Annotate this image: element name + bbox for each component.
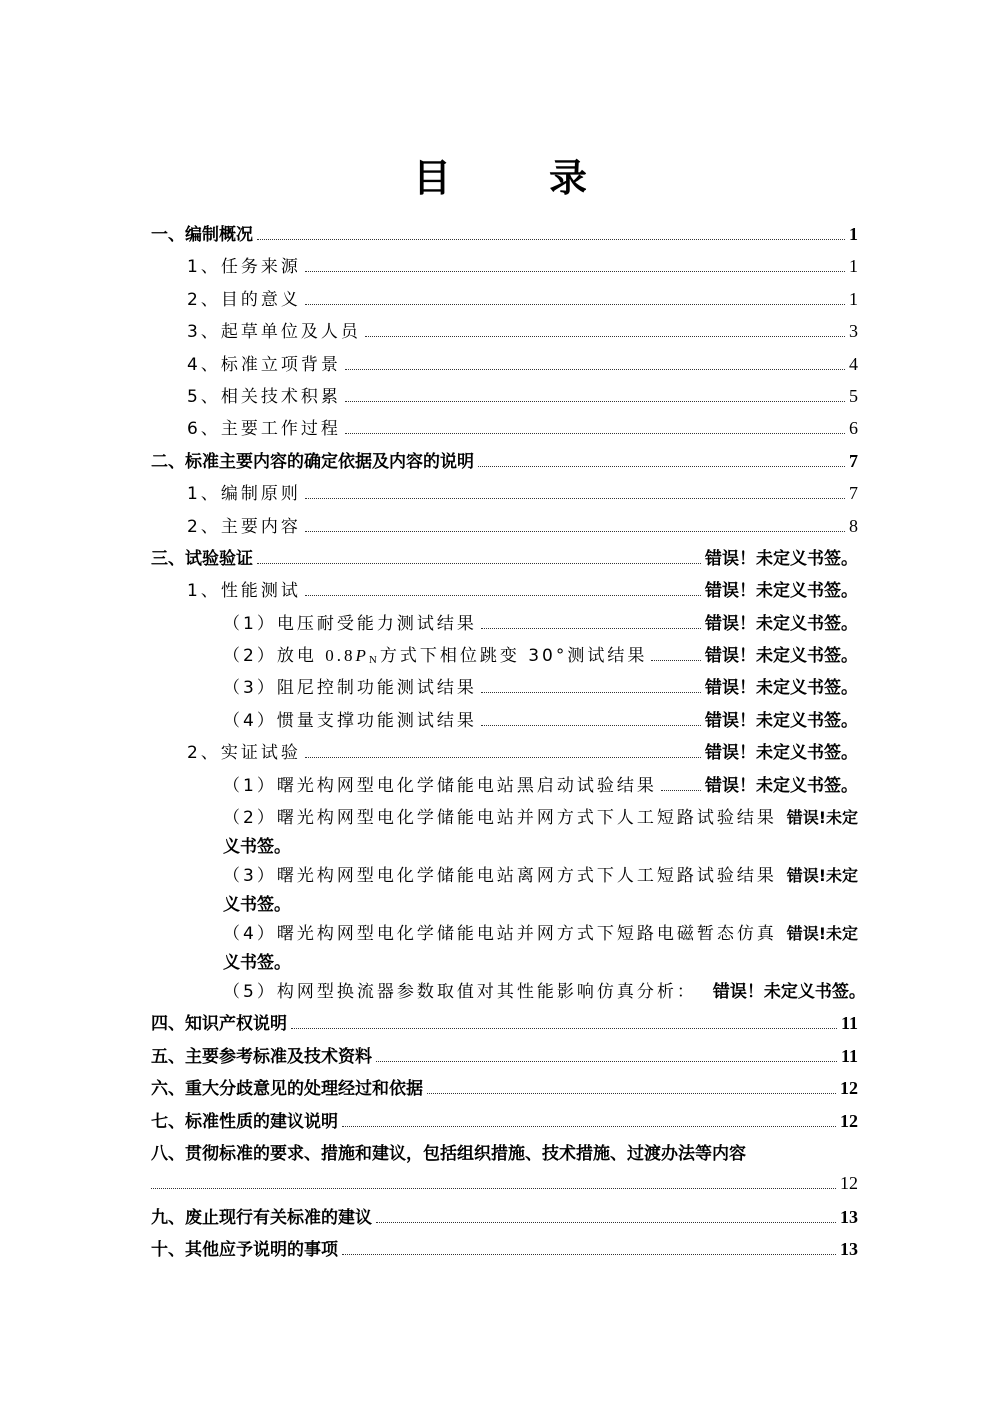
toc-entry-2[interactable] xyxy=(151,447,858,479)
toc-entry-label: 2、主要内容 xyxy=(187,516,301,537)
bookmark-error-text: 错误！未定义书签。 xyxy=(705,775,858,796)
leader-dots xyxy=(342,1126,836,1127)
toc-page-number: 6 xyxy=(849,418,858,439)
toc-entry-3-1-3[interactable] xyxy=(151,673,858,705)
toc-title: 目 录 xyxy=(412,156,617,200)
leader-dots xyxy=(651,660,701,661)
bookmark-error-text: 错误!未定 xyxy=(786,808,858,828)
leader-dots xyxy=(376,1222,836,1223)
leader-dots xyxy=(345,401,845,402)
toc-entry-3-1-1[interactable] xyxy=(151,609,858,641)
bookmark-error-text: 错误！未定义书签。 xyxy=(712,982,866,1003)
leader-dots xyxy=(305,595,701,596)
toc-entry-9[interactable] xyxy=(151,1203,858,1235)
bookmark-error-text: 错误！未定义书签。 xyxy=(705,646,858,667)
toc-page-number: 13 xyxy=(840,1206,858,1227)
toc-entry-label: （4）惯量支撑功能测试结果 xyxy=(223,710,477,731)
leader-dots xyxy=(257,563,701,564)
toc-entry-label: （3）阻尼控制功能测试结果 xyxy=(223,678,477,699)
toc-entry-label: 四、知识产权说明 xyxy=(151,1014,287,1035)
toc-page-number: 12 xyxy=(840,1172,858,1193)
toc-page-number: 12 xyxy=(840,1078,858,1099)
toc-entry-label: （3）曙光构网型电化学储能电站离网方式下人工短路试验结果 xyxy=(223,866,777,887)
toc-page-number: 8 xyxy=(849,515,858,536)
leader-dots xyxy=(151,1188,836,1189)
toc-page-number: 1 xyxy=(849,256,858,277)
toc-entry-2-1[interactable] xyxy=(151,479,858,511)
toc-entry-label: 三、试验验证 xyxy=(151,548,253,569)
toc-entry-8[interactable] xyxy=(151,1139,858,1203)
leader-dots xyxy=(305,531,845,532)
leader-dots xyxy=(481,725,701,726)
label-subscript: N xyxy=(368,654,380,667)
toc-page-number: 5 xyxy=(849,385,858,406)
bookmark-error-text: 错误！未定义书签。 xyxy=(705,581,858,602)
toc-entry-label: 七、标准性质的建议说明 xyxy=(151,1111,338,1132)
toc-page-number: 7 xyxy=(849,483,858,504)
bookmark-error-text: 错误!未定 xyxy=(786,866,858,886)
toc-entry-7[interactable] xyxy=(151,1107,858,1139)
toc-entry-1-3[interactable] xyxy=(151,317,858,349)
toc-entry-label: 2、目的意义 xyxy=(187,289,301,310)
toc-entry-3-2-1[interactable] xyxy=(151,771,858,803)
leader-dots xyxy=(345,369,845,370)
toc-entry-label: 1、性能测试 xyxy=(187,581,301,602)
bookmark-error-text-continued: 义书签。 xyxy=(223,895,291,916)
toc-entry-label: （1）曙光构网型电化学储能电站黑启动试验结果 xyxy=(223,775,657,796)
toc-entry-3-2-4[interactable] xyxy=(151,919,858,977)
leader-dots xyxy=(481,628,701,629)
toc-entry-label: 六、重大分歧意见的处理经过和依据 xyxy=(151,1079,423,1100)
toc-entry-10[interactable] xyxy=(151,1235,858,1267)
bookmark-error-text: 错误！未定义书签。 xyxy=(705,678,858,699)
toc-entry-label: 五、主要参考标准及技术资料 xyxy=(151,1046,372,1067)
toc-entry-4[interactable] xyxy=(151,1009,858,1041)
leader-dots xyxy=(305,757,701,758)
bookmark-error-text: 错误！未定义书签。 xyxy=(705,743,858,764)
toc-entry-label: （2）曙光构网型电化学储能电站并网方式下人工短路试验结果 xyxy=(223,808,777,829)
toc-page-number: 11 xyxy=(840,1013,858,1034)
toc-page-number: 1 xyxy=(849,224,858,244)
toc-entry-label xyxy=(223,641,647,666)
bookmark-error-text: 错误！未定义书签。 xyxy=(705,710,858,731)
toc-entry-label: 二、标准主要内容的确定依据及内容的说明 xyxy=(151,451,474,472)
toc-page-number: 3 xyxy=(849,321,858,342)
toc-entry-label: （1）电压耐受能力测试结果 xyxy=(223,613,477,634)
bookmark-error-text: 错误!未定 xyxy=(786,924,858,944)
toc-entry-label: 4、标准立项背景 xyxy=(187,354,341,375)
toc-entry-3-1-4[interactable] xyxy=(151,706,858,738)
label-variable: P xyxy=(355,646,369,666)
toc-entry-3[interactable] xyxy=(151,544,858,576)
toc-entry-3-1[interactable] xyxy=(151,576,858,608)
bookmark-error-text: 错误！未定义书签。 xyxy=(705,613,858,634)
leader-dots xyxy=(305,304,845,305)
label-number: 0.8 xyxy=(325,646,356,666)
toc-entry-3-2-2[interactable] xyxy=(151,803,858,861)
leader-dots xyxy=(291,1028,837,1029)
toc-entry-1-5[interactable] xyxy=(151,382,858,414)
toc-page-number: 4 xyxy=(849,353,858,374)
toc-entry-label: （4）曙光构网型电化学储能电站并网方式下短路电磁暂态仿真 xyxy=(223,924,777,945)
leader-dots xyxy=(427,1093,836,1094)
toc-entry-label: 2、实证试验 xyxy=(187,743,301,764)
toc-entry-label: 6、主要工作过程 xyxy=(187,419,341,440)
toc-entry-3-1-2[interactable] xyxy=(151,641,858,673)
label-suffix: 方式下相位跳变 30°测试结果 xyxy=(379,646,648,667)
leader-dots xyxy=(342,1254,836,1255)
toc-entry-label: 九、废止现行有关标准的建议 xyxy=(151,1207,372,1228)
leader-dots xyxy=(478,466,845,467)
toc-page-number: 1 xyxy=(849,288,858,309)
toc-entry-label: 一、编制概况 xyxy=(151,225,253,245)
leader-dots xyxy=(376,1061,837,1062)
toc-entry-label: 5、相关技术积累 xyxy=(187,386,341,407)
toc-page-number: 11 xyxy=(840,1045,858,1066)
toc-entry-6[interactable] xyxy=(151,1074,858,1106)
toc-entry-3-2-3[interactable] xyxy=(151,861,858,919)
toc-entry-label: 八、贯彻标准的要求、措施和建议，包括组织措施、技术措施、过渡办法等内容 xyxy=(151,1143,746,1164)
leader-dots xyxy=(481,692,701,693)
toc-entry-3-2[interactable] xyxy=(151,738,858,770)
bookmark-error-text-continued: 义书签。 xyxy=(223,837,291,858)
toc-page-number: 12 xyxy=(840,1110,858,1131)
leader-dots xyxy=(661,790,701,791)
toc-entry-label: 1、任务来源 xyxy=(187,257,301,278)
bookmark-error-text-continued: 义书签。 xyxy=(223,953,291,974)
leader-dots xyxy=(365,336,845,337)
toc-entry-2-2[interactable] xyxy=(151,512,858,544)
toc-page-number: 13 xyxy=(840,1239,858,1260)
toc-entry-1-4[interactable] xyxy=(151,350,858,382)
toc-entry-5[interactable] xyxy=(151,1042,858,1074)
table-of-contents xyxy=(151,220,866,1268)
leader-dots xyxy=(305,271,845,272)
toc-entry-label: （5）构网型换流器参数取值对其性能影响仿真分析： xyxy=(223,982,697,1003)
toc-entry-label: 1、编制原则 xyxy=(187,484,301,505)
toc-entry-label: 十、其他应予说明的事项 xyxy=(151,1240,338,1261)
toc-entry-3-2-5[interactable] xyxy=(151,977,866,1009)
leader-dots xyxy=(345,433,845,434)
leader-dots xyxy=(257,239,845,240)
toc-page-number: 7 xyxy=(849,450,858,471)
toc-entry-1-1[interactable] xyxy=(151,252,858,284)
bookmark-error-text: 错误！未定义书签。 xyxy=(705,548,858,569)
toc-entry-1-6[interactable] xyxy=(151,414,858,446)
toc-entry-label: 3、起草单位及人员 xyxy=(187,322,361,343)
toc-entry-1-2[interactable] xyxy=(151,285,858,317)
label-prefix: （2）放电 xyxy=(223,646,326,667)
toc-entry-1[interactable] xyxy=(151,220,858,252)
leader-dots xyxy=(305,498,845,499)
